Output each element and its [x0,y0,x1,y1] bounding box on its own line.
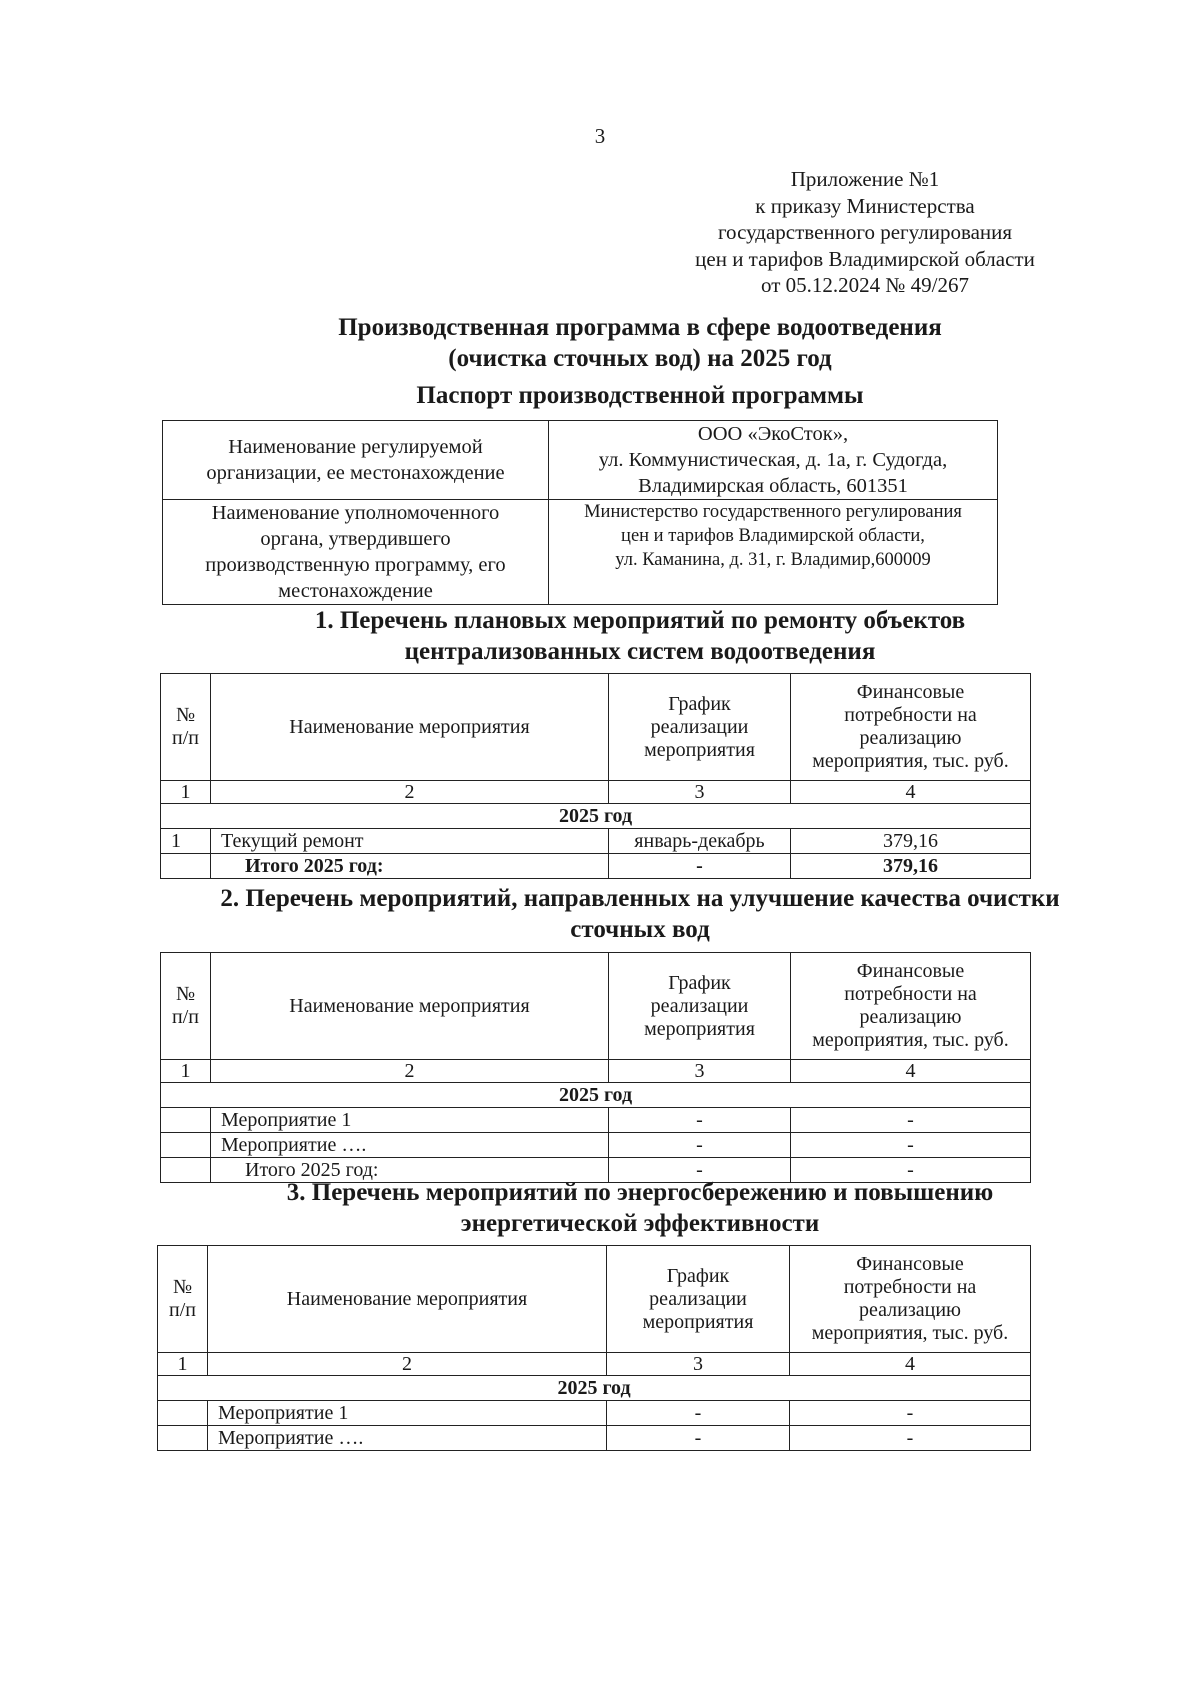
year-label: 2025 год [161,804,1031,829]
passport-table [162,420,998,605]
row-num [158,1426,208,1451]
index-cell: 4 [791,781,1031,804]
appendix-line: цен и тарифов Владимирской области [695,246,1035,271]
total-num [161,854,211,879]
index-cell: 3 [609,781,791,804]
appendix-block [640,166,1090,299]
passport-row [163,421,998,500]
table-row [158,1426,1031,1451]
title-line: (очистка сточных вод) на 2025 год [448,345,832,372]
title-line: 2. Перечень мероприятий, направленных на улучшение качества очистки [220,885,1060,912]
index-row [161,1060,1031,1083]
total-label: Итого 2025 год: [211,1158,609,1183]
year-row [161,1083,1031,1108]
passport-value [549,500,998,605]
index-cell: 3 [607,1353,790,1376]
row-schedule: - [609,1133,791,1158]
appendix-line: к приказу Министерства [755,193,975,218]
index-row [161,781,1031,804]
index-cell: 4 [790,1353,1031,1376]
row-num [161,1133,211,1158]
appendix-line: государственного регулирования [717,220,1013,244]
row-schedule: - [607,1401,790,1426]
index-cell: 2 [211,781,609,804]
header-row [161,953,1031,1060]
value-line: ул. Каманина, д. 31, г. Владимир,600009 [615,550,931,570]
index-cell: 1 [158,1353,208,1376]
title-line: сточных вод [570,916,710,943]
header-num: № п/п [161,953,211,1060]
row-name: Текущий ремонт [211,829,609,854]
row-schedule: - [607,1426,790,1451]
row-amount: - [790,1426,1031,1451]
header-finance: Финансовые потребности на реализацию мероприятия, тыс. руб. [791,953,1031,1060]
section-2-title [160,883,1120,945]
year-row [158,1376,1031,1401]
total-row [161,854,1031,879]
section-3-table [157,1245,1031,1451]
header-name: Наименование мероприятия [211,953,609,1060]
total-schedule: - [609,1158,791,1183]
total-label: Итого 2025 год: [211,854,609,879]
row-amount: - [791,1108,1031,1133]
header-row [161,674,1031,781]
title-line: централизованных систем водоотведения [404,638,876,665]
section-3-title [160,1177,1120,1239]
passport-label [163,421,549,500]
section-1-table [160,673,1031,879]
passport-label [163,500,549,605]
header-num: № п/п [158,1246,208,1353]
total-amount: - [791,1158,1031,1183]
row-name: Мероприятие 1 [211,1108,609,1133]
label-line: местонахождение [278,580,433,602]
row-name: Мероприятие 1 [208,1401,607,1426]
header-name: Наименование мероприятия [208,1246,607,1353]
passport-row [163,500,998,605]
label-line: органа, утвердившего [260,528,451,550]
row-amount: 379,16 [791,829,1031,854]
index-cell: 2 [208,1353,607,1376]
value-line: Министерство государственного регулирования [584,502,962,522]
passport-heading: Паспорт производственной программы [416,382,864,409]
table-row [161,829,1031,854]
row-name: Мероприятие …. [208,1426,607,1451]
total-schedule: - [609,854,791,879]
value-line: ООО «ЭкоСток», [697,423,849,445]
header-finance: Финансовые потребности на реализацию мероприятия, тыс. руб. [790,1246,1031,1353]
title-line: Производственная программа в сфере водоотведения [338,314,942,341]
appendix-line: от 05.12.2024 № 49/267 [760,273,970,297]
header-schedule: График реализации мероприятия [607,1246,790,1353]
table-row [158,1401,1031,1426]
appendix-line: Приложение №1 [790,167,940,191]
passport-value [549,421,998,500]
label-line: производственную программу, его [205,554,506,576]
value-line: Владимирская область, 601351 [638,475,908,497]
row-amount: - [790,1401,1031,1426]
row-num: 1 [161,829,211,854]
index-cell: 3 [609,1060,791,1083]
table-row [161,1108,1031,1133]
value-line: цен и тарифов Владимирской области, [621,526,925,546]
row-name: Мероприятие …. [211,1133,609,1158]
index-cell: 4 [791,1060,1031,1083]
title-line: 3. Перечень мероприятий по энергосбережению и повышению [286,1179,994,1206]
index-row [158,1353,1031,1376]
header-row [158,1246,1031,1353]
label-line: Наименование регулируемой [228,436,483,458]
row-schedule: - [609,1108,791,1133]
value-line: ул. Коммунистическая, д. 1а, г. Судогда, [598,449,948,471]
header-name: Наименование мероприятия [211,674,609,781]
total-amount: 379,16 [791,854,1031,879]
row-amount: - [791,1133,1031,1158]
row-schedule: январь-декабрь [609,829,791,854]
section-2-table [160,952,1031,1183]
year-row [161,804,1031,829]
page-number: 3 [594,124,606,148]
document-title [160,312,1120,374]
year-label: 2025 год [161,1083,1031,1108]
section-1-title [160,605,1120,667]
year-label: 2025 год [158,1376,1031,1401]
title-line: энергетической эффективности [460,1210,820,1237]
label-line: Наименование уполномоченного [211,502,500,524]
header-schedule: График реализации мероприятия [609,953,791,1060]
header-schedule: График реализации мероприятия [609,674,791,781]
header-num: № п/п [161,674,211,781]
header-finance: Финансовые потребности на реализацию мероприятия, тыс. руб. [791,674,1031,781]
index-cell: 2 [211,1060,609,1083]
title-line: 1. Перечень плановых мероприятий по ремонту объектов [314,607,966,634]
row-num [158,1401,208,1426]
index-cell: 1 [161,1060,211,1083]
row-num [161,1108,211,1133]
index-cell: 1 [161,781,211,804]
label-line: организации, ее местонахождение [206,462,505,484]
table-row [161,1133,1031,1158]
